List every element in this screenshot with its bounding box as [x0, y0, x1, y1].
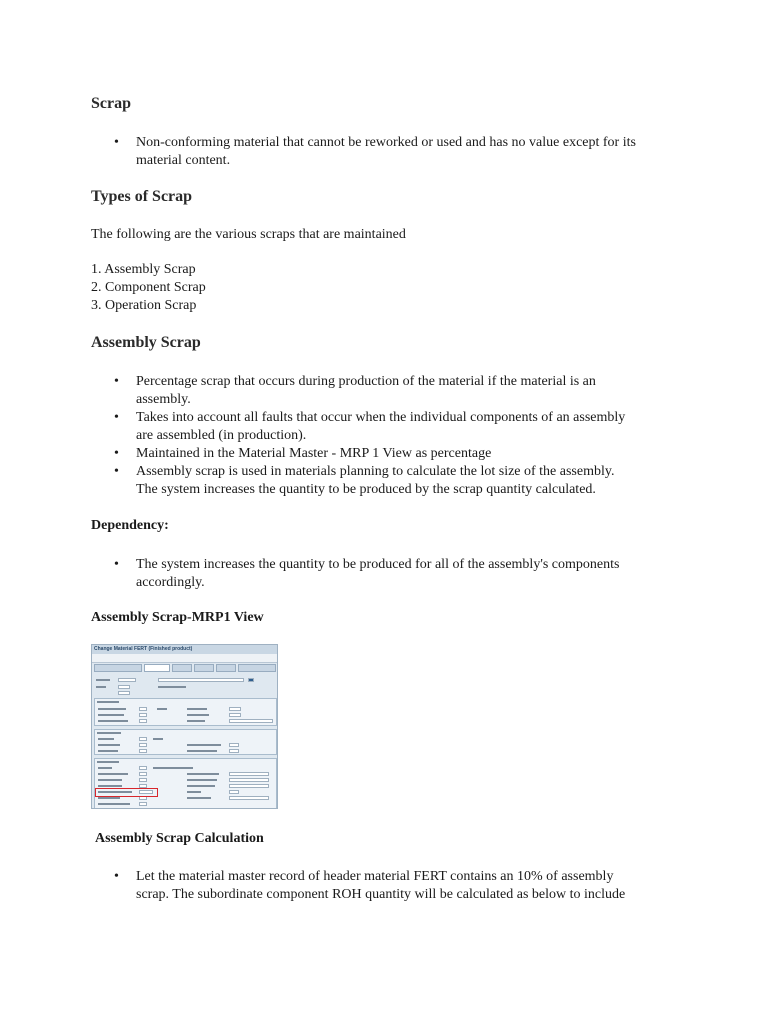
heading-mrp1-view: Assembly Scrap-MRP1 View — [91, 610, 264, 625]
bullet-line: assembly. — [136, 392, 191, 407]
list-item — [0, 373, 700, 409]
screenshot-lot-size-panel — [94, 758, 277, 809]
screenshot-tabs — [94, 664, 277, 673]
list-item: 1. Assembly Scrap — [91, 262, 196, 277]
screenshot-header-fields — [94, 676, 277, 695]
bullet-line: material content. — [136, 153, 231, 168]
mrp1-view-screenshot — [91, 644, 278, 809]
screenshot-title: Change Material FERT (Finished product) — [92, 645, 278, 654]
tab — [194, 664, 214, 672]
heading-dependency: Dependency: — [91, 518, 169, 533]
list-item — [0, 409, 700, 445]
scrap-bullet-list — [0, 134, 700, 170]
heading-assembly-scrap: Assembly Scrap — [91, 334, 201, 351]
bullet-line: The system increases the quantity to be produced by the scrap quantity calculated. — [136, 482, 596, 497]
tab — [172, 664, 192, 672]
list-item — [0, 868, 700, 904]
heading-types-of-scrap: Types of Scrap — [91, 188, 193, 205]
bullet-line: Non-conforming material that cannot be reworked or used and has no value except for its — [136, 135, 636, 150]
bullet-line: Percentage scrap that occurs during production of the material if the material is an — [136, 374, 596, 389]
bullet-line: Let the material master record of header material FERT contains an 10% of assembly — [136, 869, 614, 884]
list-item — [0, 463, 700, 499]
heading-assembly-scrap-calculation: Assembly Scrap Calculation — [95, 831, 264, 846]
list-item — [0, 134, 700, 170]
assembly-bullet-list — [0, 373, 700, 499]
assembly-scrap-highlight — [95, 788, 158, 797]
list-item — [0, 556, 700, 592]
bullet-line: The system increases the quantity to be produced for all of the assembly's components — [136, 557, 620, 572]
tab — [238, 664, 276, 672]
screenshot-mrp-procedure-panel — [94, 729, 277, 755]
screenshot-general-data-panel — [94, 698, 277, 726]
bullet-line: Assembly scrap is used in materials planning to calculate the lot size of the assembly. — [136, 464, 615, 479]
bullet-line: accordingly. — [136, 575, 205, 590]
tab — [94, 664, 142, 672]
types-numbered-list — [91, 261, 206, 315]
tab — [144, 664, 170, 672]
bullet-line: Maintained in the Material Master - MRP 1 View as percentage — [136, 446, 492, 461]
list-item — [0, 445, 700, 463]
types-intro: The following are the various scraps that are maintained — [91, 227, 406, 242]
list-item: 3. Operation Scrap — [91, 298, 197, 313]
calculation-bullet-list — [0, 868, 700, 904]
bullet-line: are assembled (in production). — [136, 428, 307, 443]
tab — [216, 664, 236, 672]
bullet-line: Takes into account all faults that occur when the individual components of an assembly — [136, 410, 626, 425]
dependency-bullet-list — [0, 556, 700, 592]
bullet-line: scrap. The subordinate component ROH quantity will be calculated as below to include — [136, 887, 626, 902]
heading-scrap: Scrap — [91, 95, 131, 112]
screenshot-toolbar — [92, 654, 278, 663]
list-item: 2. Component Scrap — [91, 280, 206, 295]
